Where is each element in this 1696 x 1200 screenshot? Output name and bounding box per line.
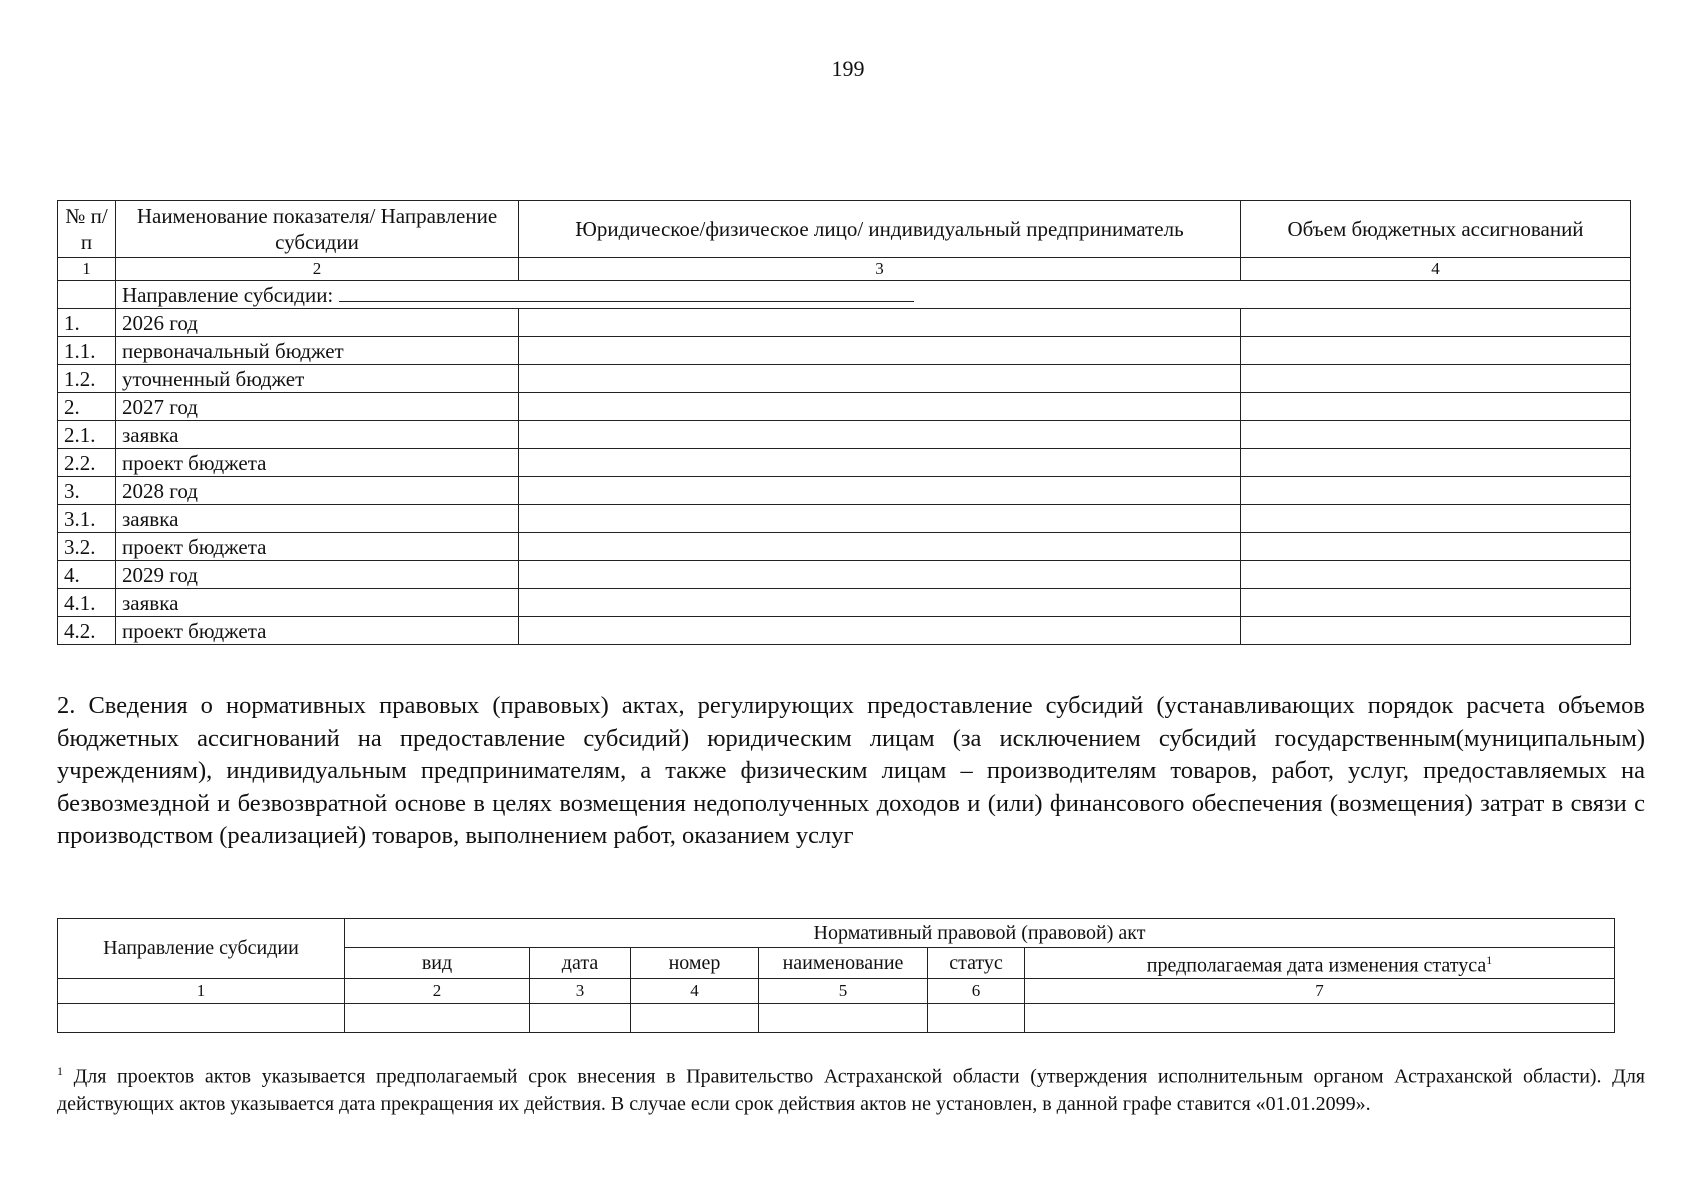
header-status: статус — [928, 948, 1025, 979]
header-date: дата — [530, 948, 631, 979]
empty-table-row — [58, 1003, 1615, 1032]
row-number: 2.2. — [58, 449, 116, 477]
row-number: 3. — [58, 477, 116, 505]
header-normative-act: Нормативный правовой (правовой) акт — [345, 919, 1615, 948]
table-row — [58, 589, 1631, 617]
table-row — [58, 393, 1631, 421]
row-number: 3.1. — [58, 505, 116, 533]
column-number: 7 — [1025, 978, 1615, 1003]
entity-cell — [519, 309, 1241, 337]
row-number: 1.2. — [58, 365, 116, 393]
row-name: уточненный бюджет — [116, 365, 519, 393]
row-number: 4.2. — [58, 617, 116, 645]
budget-volume-cell — [1241, 337, 1631, 365]
row-name: 2029 год — [116, 561, 519, 589]
subsidy-direction-row — [58, 281, 1631, 309]
empty-cell — [928, 1003, 1025, 1032]
footnote-marker: 1 — [1486, 953, 1493, 967]
column-number: 4 — [1241, 258, 1631, 281]
column-number: 5 — [759, 978, 928, 1003]
column-number: 1 — [58, 258, 116, 281]
row-number: 2.1. — [58, 421, 116, 449]
table-row — [58, 533, 1631, 561]
header-status-change-date-label: предполагаемая дата изменения статуса — [1146, 954, 1487, 977]
row-number: 1.1. — [58, 337, 116, 365]
budget-volume-cell — [1241, 561, 1631, 589]
entity-cell — [519, 589, 1241, 617]
table-row — [58, 477, 1631, 505]
column-number: 2 — [116, 258, 519, 281]
subsidy-direction-blank-line — [339, 281, 914, 302]
header-title: наименование — [759, 948, 928, 979]
column-number: 2 — [345, 978, 530, 1003]
column-number: 6 — [928, 978, 1025, 1003]
entity-cell — [519, 505, 1241, 533]
entity-cell — [519, 365, 1241, 393]
budget-volume-cell — [1241, 617, 1631, 645]
table-row — [58, 337, 1631, 365]
table-row — [58, 617, 1631, 645]
empty-cell — [345, 1003, 530, 1032]
row-name: 2028 год — [116, 477, 519, 505]
entity-cell — [519, 533, 1241, 561]
empty-cell — [58, 281, 116, 309]
table-row — [58, 561, 1631, 589]
empty-cell — [759, 1003, 928, 1032]
table-row — [58, 449, 1631, 477]
entity-cell — [519, 393, 1241, 421]
budget-volume-cell — [1241, 421, 1631, 449]
row-name: проект бюджета — [116, 449, 519, 477]
budget-allocations-table — [57, 200, 1631, 645]
header-indicator-name: Наименование показателя/ Направление субсидии — [116, 201, 519, 258]
page-number: 199 — [831, 56, 865, 81]
table-body — [58, 309, 1631, 645]
entity-cell — [519, 561, 1241, 589]
row-name: заявка — [116, 589, 519, 617]
table-row — [58, 309, 1631, 337]
entity-cell — [519, 477, 1241, 505]
budget-volume-cell — [1241, 589, 1631, 617]
column-number: 3 — [530, 978, 631, 1003]
footnote-marker: 1 — [57, 1064, 63, 1078]
entity-cell — [519, 337, 1241, 365]
subsidy-direction-label: Направление субсидии: — [122, 283, 334, 307]
budget-volume-cell — [1241, 393, 1631, 421]
footnote — [57, 1058, 1645, 1118]
header-subsidy-direction: Направление субсидии — [58, 919, 345, 979]
row-name: заявка — [116, 505, 519, 533]
column-number-row — [58, 978, 1615, 1003]
table-row — [58, 421, 1631, 449]
row-number: 4. — [58, 561, 116, 589]
empty-cell — [1025, 1003, 1615, 1032]
column-number: 1 — [58, 978, 345, 1003]
header-type: вид — [345, 948, 530, 979]
row-number: 3.2. — [58, 533, 116, 561]
header-number: № п/п — [58, 201, 116, 258]
row-number: 1. — [58, 309, 116, 337]
entity-cell — [519, 449, 1241, 477]
subsidy-direction-cell — [116, 281, 1631, 309]
budget-volume-cell — [1241, 309, 1631, 337]
budget-volume-cell — [1241, 365, 1631, 393]
column-number-row — [58, 258, 1631, 281]
column-number: 3 — [519, 258, 1241, 281]
header-entity: Юридическое/физическое лицо/ индивидуальный предприниматель — [519, 201, 1241, 258]
entity-cell — [519, 421, 1241, 449]
entity-cell — [519, 617, 1241, 645]
empty-cell — [530, 1003, 631, 1032]
budget-volume-cell — [1241, 533, 1631, 561]
row-number: 4.1. — [58, 589, 116, 617]
normative-acts-table — [57, 918, 1615, 1033]
footnote-text: Для проектов актов указывается предполагаемый срок внесения в Правительство Астраханской области (утверждения исполнительным органом Астраханской области). Для действующих актов указывается дата прекращения их действия. В случае если срок действия актов не установлен, в данной графе ставится «01.01.2099». — [57, 1065, 1645, 1115]
budget-volume-cell — [1241, 449, 1631, 477]
header-budget-volume: Объем бюджетных ассигнований — [1241, 201, 1631, 258]
column-number: 4 — [631, 978, 759, 1003]
budget-volume-cell — [1241, 477, 1631, 505]
budget-volume-cell — [1241, 505, 1631, 533]
row-name: 2027 год — [116, 393, 519, 421]
row-name: первоначальный бюджет — [116, 337, 519, 365]
table-header-row — [58, 201, 1631, 258]
row-name: проект бюджета — [116, 533, 519, 561]
header-status-change-date — [1025, 948, 1615, 979]
table-row — [58, 365, 1631, 393]
empty-cell — [631, 1003, 759, 1032]
header-number: номер — [631, 948, 759, 979]
row-name: 2026 год — [116, 309, 519, 337]
section-2-heading: 2. Сведения о нормативных правовых (правовых) актах, регулирующих предоставление субсидий (устанавливающих порядок расчета объемов бюджетных ассигнований на предоставление субсидий) юридическим лицам (за исключением субсидий государственным(муниципальным) учреждениям), индивидуальным предпринимателям, а также физическим лицам – производителям товаров, работ, услуг, предоставляемых на безвозмездной и безвозвратной основе в целях возмещения недополученных доходов и (или) финансового обеспечения (возмещения) затрат в связи с производством (реализацией) товаров, выполнением работ, оказанием услуг — [57, 692, 1645, 849]
table-header-row — [58, 919, 1615, 948]
row-number: 2. — [58, 393, 116, 421]
row-name: заявка — [116, 421, 519, 449]
empty-cell — [58, 1003, 345, 1032]
table-row — [58, 505, 1631, 533]
row-name: проект бюджета — [116, 617, 519, 645]
